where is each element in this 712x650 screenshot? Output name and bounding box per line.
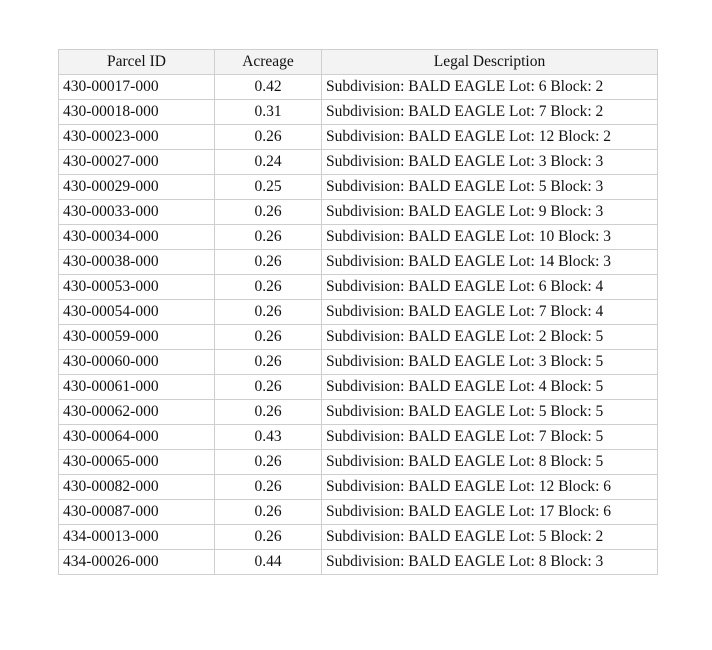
table-row [59, 275, 658, 300]
table-row [59, 225, 658, 250]
cell-acreage: 0.26 [215, 275, 322, 300]
header-parcel-id: Parcel ID [59, 50, 215, 75]
cell-parcel-id: 430-00065-000 [59, 450, 215, 475]
cell-legal-description: Subdivision: BALD EAGLE Lot: 8 Block: 5 [322, 450, 658, 475]
cell-parcel-id: 430-00017-000 [59, 75, 215, 100]
cell-acreage: 0.26 [215, 250, 322, 275]
header-legal-description: Legal Description [322, 50, 658, 75]
cell-acreage: 0.26 [215, 200, 322, 225]
cell-legal-description: Subdivision: BALD EAGLE Lot: 2 Block: 5 [322, 325, 658, 350]
header-acreage: Acreage [215, 50, 322, 75]
cell-legal-description: Subdivision: BALD EAGLE Lot: 5 Block: 5 [322, 400, 658, 425]
cell-legal-description: Subdivision: BALD EAGLE Lot: 14 Block: 3 [322, 250, 658, 275]
table-row [59, 100, 658, 125]
table-body [59, 75, 658, 575]
cell-legal-description: Subdivision: BALD EAGLE Lot: 7 Block: 2 [322, 100, 658, 125]
cell-parcel-id: 430-00023-000 [59, 125, 215, 150]
header-row [59, 50, 658, 75]
cell-legal-description: Subdivision: BALD EAGLE Lot: 4 Block: 5 [322, 375, 658, 400]
cell-parcel-id: 430-00053-000 [59, 275, 215, 300]
cell-parcel-id: 434-00026-000 [59, 550, 215, 575]
table-row [59, 550, 658, 575]
cell-acreage: 0.25 [215, 175, 322, 200]
cell-legal-description: Subdivision: BALD EAGLE Lot: 3 Block: 5 [322, 350, 658, 375]
cell-parcel-id: 430-00059-000 [59, 325, 215, 350]
table-row [59, 500, 658, 525]
cell-parcel-id: 430-00054-000 [59, 300, 215, 325]
table-row [59, 175, 658, 200]
cell-parcel-id: 430-00018-000 [59, 100, 215, 125]
cell-parcel-id: 430-00060-000 [59, 350, 215, 375]
table-row [59, 200, 658, 225]
cell-parcel-id: 430-00082-000 [59, 475, 215, 500]
cell-parcel-id: 430-00061-000 [59, 375, 215, 400]
cell-acreage: 0.26 [215, 125, 322, 150]
cell-acreage: 0.26 [215, 325, 322, 350]
cell-legal-description: Subdivision: BALD EAGLE Lot: 8 Block: 3 [322, 550, 658, 575]
table-row [59, 75, 658, 100]
cell-legal-description: Subdivision: BALD EAGLE Lot: 12 Block: 6 [322, 475, 658, 500]
cell-acreage: 0.26 [215, 400, 322, 425]
cell-parcel-id: 430-00034-000 [59, 225, 215, 250]
table-row [59, 375, 658, 400]
cell-legal-description: Subdivision: BALD EAGLE Lot: 6 Block: 4 [322, 275, 658, 300]
parcel-table [58, 49, 658, 575]
cell-parcel-id: 430-00033-000 [59, 200, 215, 225]
cell-acreage: 0.26 [215, 225, 322, 250]
cell-legal-description: Subdivision: BALD EAGLE Lot: 12 Block: 2 [322, 125, 658, 150]
table-row [59, 125, 658, 150]
cell-acreage: 0.44 [215, 550, 322, 575]
table-row [59, 525, 658, 550]
table-row [59, 325, 658, 350]
cell-parcel-id: 430-00062-000 [59, 400, 215, 425]
table-row [59, 475, 658, 500]
cell-parcel-id: 430-00064-000 [59, 425, 215, 450]
cell-legal-description: Subdivision: BALD EAGLE Lot: 6 Block: 2 [322, 75, 658, 100]
cell-acreage: 0.31 [215, 100, 322, 125]
cell-legal-description: Subdivision: BALD EAGLE Lot: 9 Block: 3 [322, 200, 658, 225]
cell-acreage: 0.26 [215, 475, 322, 500]
table-row [59, 250, 658, 275]
cell-acreage: 0.43 [215, 425, 322, 450]
cell-legal-description: Subdivision: BALD EAGLE Lot: 17 Block: 6 [322, 500, 658, 525]
cell-acreage: 0.24 [215, 150, 322, 175]
cell-legal-description: Subdivision: BALD EAGLE Lot: 5 Block: 2 [322, 525, 658, 550]
cell-legal-description: Subdivision: BALD EAGLE Lot: 7 Block: 5 [322, 425, 658, 450]
cell-legal-description: Subdivision: BALD EAGLE Lot: 10 Block: 3 [322, 225, 658, 250]
table-row [59, 450, 658, 475]
cell-parcel-id: 430-00029-000 [59, 175, 215, 200]
table-row [59, 425, 658, 450]
table-header [59, 50, 658, 75]
cell-legal-description: Subdivision: BALD EAGLE Lot: 7 Block: 4 [322, 300, 658, 325]
cell-parcel-id: 434-00013-000 [59, 525, 215, 550]
cell-acreage: 0.26 [215, 525, 322, 550]
cell-acreage: 0.26 [215, 350, 322, 375]
cell-acreage: 0.42 [215, 75, 322, 100]
cell-parcel-id: 430-00038-000 [59, 250, 215, 275]
cell-acreage: 0.26 [215, 500, 322, 525]
cell-legal-description: Subdivision: BALD EAGLE Lot: 3 Block: 3 [322, 150, 658, 175]
cell-parcel-id: 430-00027-000 [59, 150, 215, 175]
table-row [59, 350, 658, 375]
cell-acreage: 0.26 [215, 450, 322, 475]
cell-acreage: 0.26 [215, 375, 322, 400]
cell-parcel-id: 430-00087-000 [59, 500, 215, 525]
table-row [59, 400, 658, 425]
table-row [59, 300, 658, 325]
cell-legal-description: Subdivision: BALD EAGLE Lot: 5 Block: 3 [322, 175, 658, 200]
table-row [59, 150, 658, 175]
cell-acreage: 0.26 [215, 300, 322, 325]
